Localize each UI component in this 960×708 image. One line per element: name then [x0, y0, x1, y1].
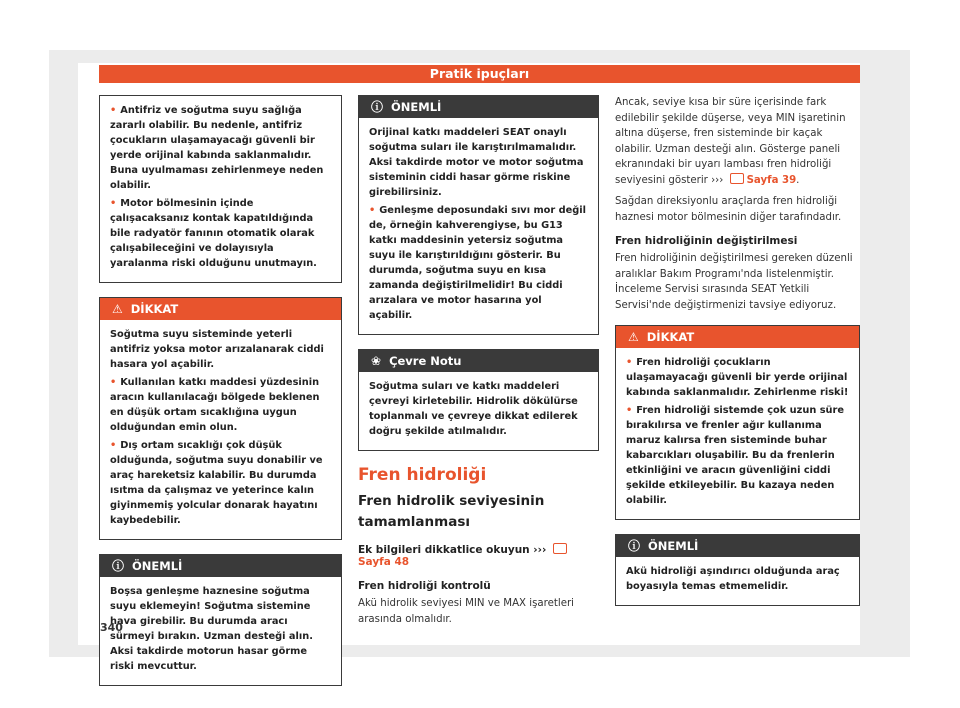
cevre-header	[359, 350, 598, 372]
page-link[interactable]: Sayfa 48	[358, 556, 410, 568]
onemli-header	[100, 555, 341, 577]
onemli-text: Boşsa genleşme haznesine soğutma suyu eklemeyin! Soğutma sistemine hava girebilir. Bu durumda aracı sürmeyi bırakın. Uzman desteği alın. Aksi takdirde motorun hasar görme riski mevcuttur.	[110, 586, 313, 672]
subsection-title: Fren hidrolik seviyesinin tamamlanması	[358, 493, 545, 530]
bullet-text: • Kullanılan katkı maddesi yüzdesinin aracın kullanılacağı bölgede beklenen en düşük ortam sıcaklığına uygun olduğundan emin olun.	[110, 375, 331, 435]
info-circle-icon: ⓘ	[628, 539, 641, 553]
dikkat-box	[99, 297, 342, 540]
onemli-title: ÖNEMLİ	[132, 559, 183, 573]
cevre-title: Çevre Notu	[389, 354, 462, 368]
bullet-text: • Fren hidroliği sistemde çok uzun süre bırakılırsa ve frenler ağır kullanıma maruz kalırsa fren sisteminde buhar kabarcıkları oluşabilir. Bu da frenlerin etkinliğini ve aracın güvenliğini ciddi şekilde etkileyebilir. Bu kazaya neden olabilir.	[626, 403, 849, 508]
onemli-lead: Orijinal katkı maddeleri SEAT onaylı soğutma suları ile karıştırılmamalıdır. Aksi takdirde motor ve motor soğutma sisteminin ciddi hasar görme riskine girebilirsiniz.	[369, 127, 584, 198]
onemli-box	[358, 95, 599, 335]
body-paragraph: Ancak, seviye kısa bir süre içerisinde fark edilebilir şekilde düşerse, veya MIN işaretinin altına düşerse, fren sisteminde bir kaçak olabilir. Uzman desteği alın. Gösterge paneli ekranındaki bir uyarı lambası fren hidroliği seviyesini gösterir ››› Sayfa 39.	[615, 97, 846, 186]
kontrol-title: Fren hidroliği kontrolü	[358, 580, 491, 592]
bullet-text: • Antifriz ve soğutma suyu sağlığa zararlı olabilir. Bu nedenle, antifriz çocukların ulaşamayacağı güvenli bir yerde orijinal kabında saklanmalıdır. Buna uyulmaması zehirlenmeye neden olabilir.	[110, 103, 331, 193]
info-circle-icon: ⓘ	[371, 100, 384, 114]
onemli-box	[99, 554, 342, 686]
warning-triangle-icon: ⚠	[628, 330, 639, 344]
leaf-icon: ❀	[371, 354, 382, 368]
column-1	[99, 95, 342, 686]
warning-continued-box	[99, 95, 342, 283]
info-circle-icon: ⓘ	[112, 559, 125, 573]
bullet-text: • Fren hidroliği çocukların ulaşamayacağı güvenli bir yerde orijinal kabında saklanmalıdır. Zehirlenme riski!	[626, 355, 849, 400]
onemli-header	[359, 96, 598, 118]
dikkat-header	[100, 298, 341, 320]
p1-text: Ancak, seviye kısa bir süre içerisinde fark edilebilir şekilde düşerse, veya MIN işaretinin altına düşerse, fren sisteminde bir kaçak olabilir. Uzman desteği alın. Gösterge paneli ekranındaki bir uyarı lambası fren hidroliği seviyesini gösterir ›››	[615, 97, 846, 186]
dikkat-title: DİKKAT	[646, 330, 695, 344]
bullet-text: • Genleşme deposundaki sıvı mor değil de, örneğin kahverengiyse, bu G13 katkı maddesinin yetersiz soğutma suyu ile karıştırıldığını gösterir. Bu durumda, soğutma suyu en kısa zamanda değiştirilmelidir! Bu ciddi arızalara ve motor hasarına yol açabilir.	[369, 203, 588, 323]
dikkat-title: DİKKAT	[130, 302, 179, 316]
cevre-notu-box	[358, 349, 599, 451]
section-title: Fren hidroliği	[358, 465, 487, 485]
cevre-text: Soğutma suları ve katkı maddeleri çevreyi kirletebilir. Hidrolik dökülürse toplanmalı ve çevreye dikkat edilerek doğru şekilde atılmalıdır.	[369, 381, 578, 437]
onemli-title: ÖNEMLİ	[648, 539, 699, 553]
kontrol-text: Akü hidrolik seviyesi MIN ve MAX işaretleri arasında olmalıdır.	[358, 598, 574, 625]
dikkat-header	[616, 326, 859, 348]
page-header: Pratik ipuçları	[99, 65, 860, 83]
degistir-title: Fren hidroliğinin değiştirilmesi	[615, 235, 798, 247]
book-icon	[553, 543, 567, 554]
onemli-title: ÖNEMLİ	[391, 100, 442, 114]
degistir-text: Fren hidroliğinin değiştirilmesi gereken düzenli aralıklar Bakım Programı'nda listelenmiştir. İnceleme Servisi sırasında SEAT Yetkili Servisi'nde değiştirmenizi tavsiye ediyoruz.	[615, 253, 853, 311]
column-2	[358, 95, 599, 627]
warning-triangle-icon: ⚠	[112, 302, 123, 316]
ek-bilgi-text: Ek bilgileri dikkatlice okuyun ›››	[358, 544, 547, 556]
page-link[interactable]: Sayfa 39	[746, 174, 797, 186]
book-icon	[730, 173, 744, 184]
cross-reference	[358, 543, 599, 568]
bullet-text: • Motor bölmesinin içinde çalışacaksanız kontak kapatıldığında bile radyatör fanının otomatik olarak çalışabileceğini ve dolayısıyla yaralanma riski olduğunu unutmayın.	[110, 196, 331, 271]
dikkat-lead: Soğutma suyu sisteminde yeterli antifriz yoksa motor arızalanarak ciddi hasara yol açabilir.	[110, 329, 324, 370]
onemli-header	[616, 535, 859, 557]
page-number: 340	[100, 621, 123, 634]
column-3	[615, 95, 860, 606]
bullet-text: • Dış ortam sıcaklığı çok düşük olduğunda, soğutma suyu donabilir ve araç hareketsiz kalabilir. Bu durumda ısıtma da çalışmaz ve yeterince kalın giyinmemiş yolcular donarak hayatını kaybedebilir.	[110, 438, 331, 528]
onemli-text: Akü hidroliği aşındırıcı olduğunda araç boyasıyla temas etmemelidir.	[626, 566, 840, 592]
body-paragraph: Sağdan direksiyonlu araçlarda fren hidroliği haznesi motor bölmesinin diğer tarafındadır.	[615, 196, 842, 223]
onemli-box	[615, 534, 860, 606]
dikkat-box	[615, 325, 860, 520]
